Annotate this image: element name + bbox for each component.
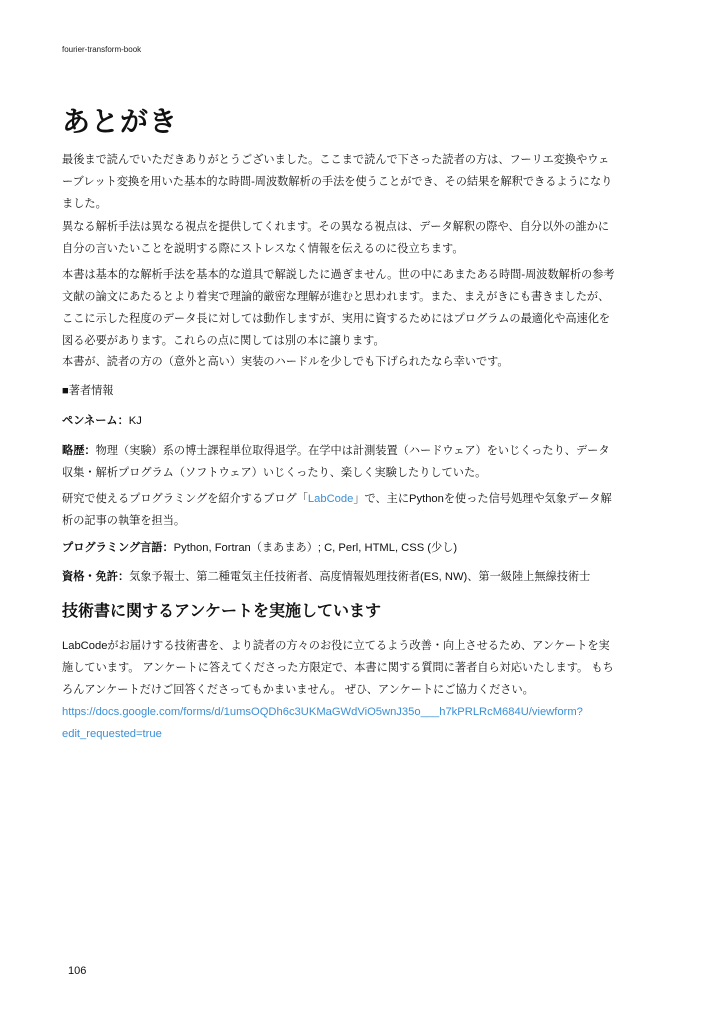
languages-label: プログラミング言語： <box>62 542 174 554</box>
languages-value: Python, Fortran（まあまあ）; C, Perl, HTML, CSS (少し) <box>173 542 458 554</box>
author-certifications <box>62 566 622 588</box>
text-line: 文献の論文にあたるとより着実で理論的厳密な理解が進むと思われます。また、まえがきにも書きましたが、 <box>62 291 610 303</box>
page-number: 106 <box>68 965 87 977</box>
text-line: 施しています。 アンケートに答えてくださった方限定で、本書に関する質問に著者自ら対応いたします。 もち <box>62 662 614 674</box>
paragraph-perspectives <box>62 216 622 260</box>
text-line: 析の記事の執筆を担当。 <box>62 515 186 527</box>
paragraph-thanks <box>62 149 622 215</box>
survey-text <box>62 635 622 701</box>
bio-label: 略歴： <box>62 445 96 457</box>
text-line: 収集・解析プログラム（ソフトウェア）いじくったり、楽しく実験したりしていた。 <box>62 467 487 479</box>
text-line: LabCodeがお届けする技術書を、より読者の方々のお役に立てるよう改善・向上させるため、アンケートを実 <box>62 640 610 652</box>
text-line: 図る必要があります。これらの点に関しては別の本に譲ります。 <box>62 335 385 347</box>
author-languages <box>62 537 622 559</box>
text-line: ました。 <box>62 198 107 210</box>
survey-url-line[interactable]: https://docs.google.com/forms/d/1umsOQDh6c3UKMaGWdViO5wnJ35o___h7kPRLRcM684U/viewform? <box>62 706 583 718</box>
text-line: 物理（実験）系の博士課程単位取得退学。在学中は計測装置（ハードウェア）をいじくったり、データ <box>95 445 610 457</box>
certifications-label: 資格・免許： <box>62 571 130 583</box>
text-line: 研究で使えるプログラミングを紹介するブログ「 <box>62 493 308 505</box>
text-line: 本書が、読者の方の（意外と高い）実装のハードルを少しでも下げられたなら幸いです。 <box>62 356 509 368</box>
paragraph-scope <box>62 264 622 352</box>
author-bio <box>62 440 622 484</box>
page-title: あとがき <box>62 106 179 137</box>
author-blog <box>62 488 622 532</box>
survey-link[interactable] <box>62 701 622 745</box>
text-line: 自分の言いたいことを説明する際にストレスなく情報を伝えるのに役立ちます。 <box>62 243 464 255</box>
survey-url-line[interactable]: edit_requested=true <box>62 728 162 740</box>
text-line: ーブレット変換を用いた基本的な時間-周波数解析の手法を使うことができ、その結果を解釈できるようになり <box>62 176 613 188</box>
labcode-link[interactable]: LabCode <box>307 493 354 505</box>
paragraph-closing <box>62 351 622 373</box>
text-line: 本書は基本的な解析手法を基本的な道具で解説したに過ぎません。世の中にあまたある時間-周波数解析の参考 <box>62 269 615 281</box>
text-line: 異なる解析手法は異なる視点を提供してくれます。その異なる視点は、データ解釈の際や、自分以外の誰かに <box>62 221 610 233</box>
text-line: ろんアンケートだけご回答くださってもかまいません。 ぜひ、アンケートにご協力ください。 <box>62 684 534 696</box>
running-header: fourier-transform-book <box>62 45 142 54</box>
certifications-value: 気象予報士、第二種電気主任技術者、高度情報処理技術者(ES, NW)、第一級陸上無線技術士 <box>129 571 591 583</box>
text-line: 」で、主にPythonを使った信号処理や気象データ解 <box>353 493 612 505</box>
author-penname <box>62 410 622 432</box>
penname-value: KJ <box>128 415 142 427</box>
survey-heading: 技術書に関するアンケートを実施しています <box>62 603 382 620</box>
author-section-label: ■著者情報 <box>62 385 114 397</box>
text-line: ここに示した程度のデータ長に対しては動作しますが、実用に資するためにはプログラムの最適化や高速化を <box>62 313 611 325</box>
text-line: 最後まで読んでいただきありがとうございました。ここまで読んで下さった読者の方は、フーリエ変換やウェ <box>62 154 610 166</box>
penname-label: ペンネーム： <box>62 415 129 427</box>
